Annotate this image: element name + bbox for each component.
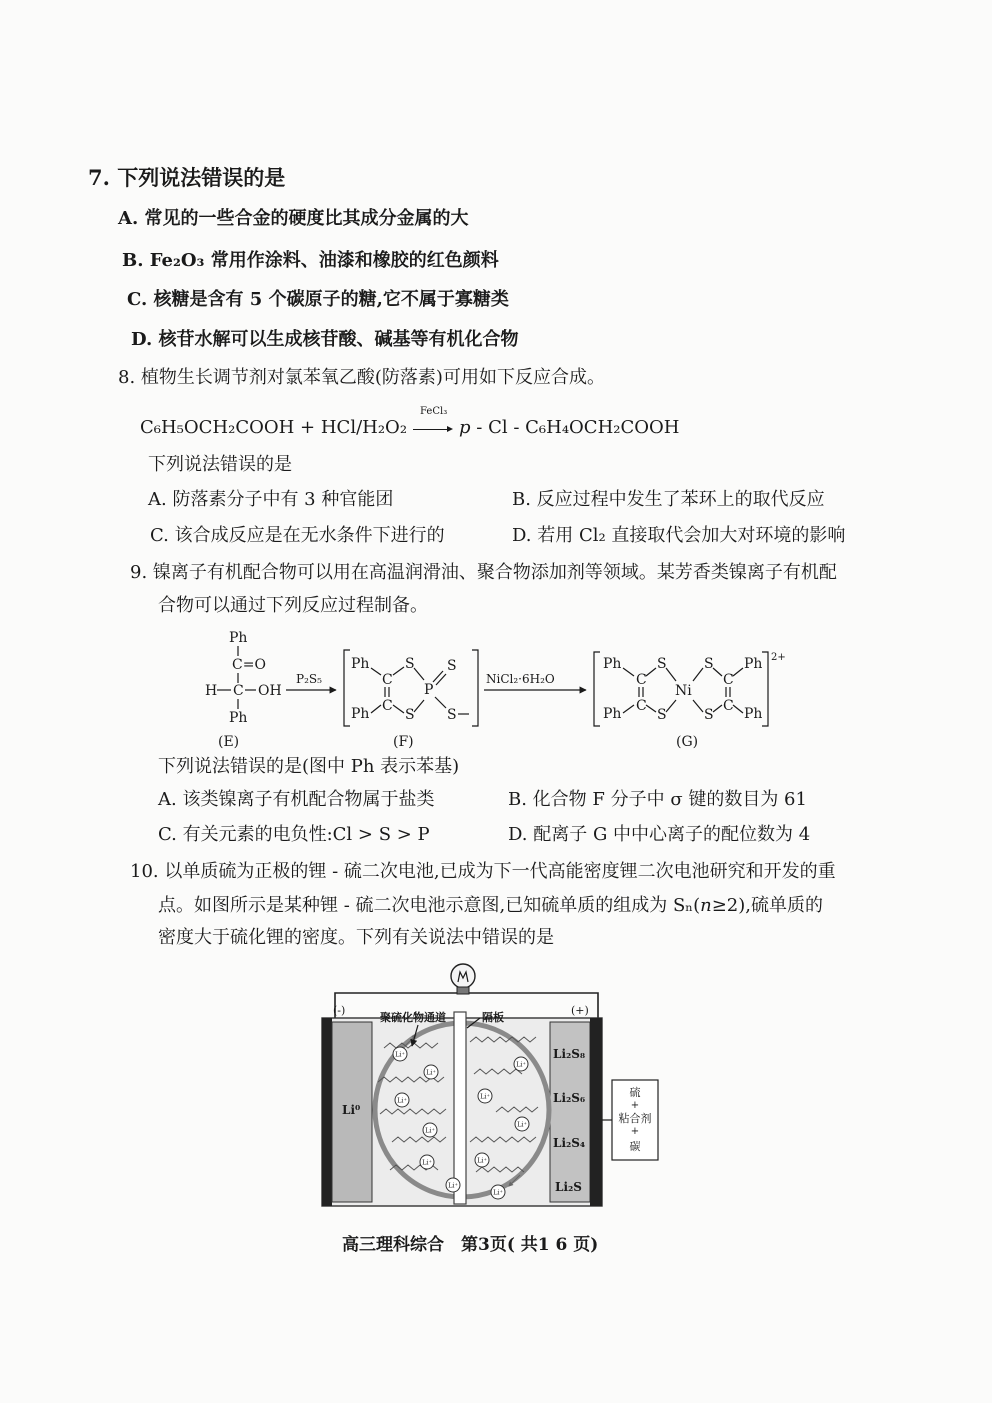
compound-e xyxy=(205,630,282,750)
phenyl-label: Ph xyxy=(603,656,622,672)
charge-label: 2+ xyxy=(771,652,786,663)
separator xyxy=(454,1012,466,1204)
lithium-ion xyxy=(514,1057,528,1071)
composite-plus: + xyxy=(630,1100,640,1111)
bracket-left xyxy=(594,652,600,726)
bond xyxy=(371,705,381,713)
anode-sign: (-) xyxy=(333,1004,346,1017)
lithium-ion xyxy=(446,1178,460,1192)
ion-label: Li⁺ xyxy=(425,1126,435,1135)
sulfur-label: S xyxy=(704,656,714,672)
carbon-label: C xyxy=(382,698,393,714)
q9-reaction-scheme xyxy=(205,630,786,750)
reaction-arrow-1 xyxy=(286,672,336,690)
ion-label: Li⁺ xyxy=(448,1181,458,1190)
q10-battery-diagram xyxy=(322,964,658,1206)
phosphorus-label: P xyxy=(424,682,434,698)
q8-option-d: D. 若用 Cl₂ 直接取代会加大对环境的影响 xyxy=(512,525,846,546)
cathode-sign: (+) xyxy=(571,1004,589,1017)
q9-option-a: A. 该类镍离子有机配合物属于盐类 xyxy=(158,789,435,810)
cathode-species-1: Li₂S₈ xyxy=(553,1047,586,1061)
hydroxyl-label: OH xyxy=(258,683,282,699)
bond xyxy=(623,705,634,713)
q7-title: 7. 下列说法错误的是 xyxy=(88,165,286,190)
q8-option-c: C. 该合成反应是在无水条件下进行的 xyxy=(150,525,445,546)
phenyl-label: Ph xyxy=(229,710,248,726)
phenyl-label: Ph xyxy=(229,630,248,646)
q8-stem: 8. 植物生长调节剂对氯苯氧乙酸(防落素)可用如下反应合成。 xyxy=(118,367,605,388)
bond xyxy=(371,668,381,675)
ion-label: Li⁺ xyxy=(493,1188,503,1197)
bulb-icon xyxy=(451,964,475,988)
carbon-label: C xyxy=(382,672,393,688)
equation-catalyst: FeCl₃ xyxy=(420,406,448,417)
composite-plus: + xyxy=(630,1126,640,1137)
q9-stem-line-2: 合物可以通过下列反应过程制备。 xyxy=(158,595,428,616)
ion-label: Li⁺ xyxy=(480,1092,490,1101)
bracket-right xyxy=(472,650,478,726)
q10-stem-line-3: 密度大于硫化锂的密度。下列有关说法中错误的是 xyxy=(158,927,554,948)
nickel-label: Ni xyxy=(675,683,692,699)
cathode-collector xyxy=(590,1018,602,1206)
q7-option-a: A. 常见的一些合金的硬度比其成分金属的大 xyxy=(118,208,469,229)
lithium-ion xyxy=(420,1155,434,1169)
reaction-arrow-2 xyxy=(484,672,586,690)
bond xyxy=(393,667,404,675)
compound-e-label: (E) xyxy=(218,734,240,750)
bond xyxy=(646,668,656,676)
lithium-ion xyxy=(475,1153,489,1167)
phenyl-label: Ph xyxy=(744,656,763,672)
sulfur-label: S xyxy=(657,707,667,723)
compound-g xyxy=(594,652,786,750)
phenyl-label: Ph xyxy=(744,706,763,722)
sulfur-label: S xyxy=(657,656,667,672)
ion-label: Li⁺ xyxy=(516,1060,526,1069)
q10-stem-line-2-part-a: 点。如图所示是某种锂 - 硫二次电池示意图,已知硫单质的组成为 Sₙ( xyxy=(158,895,701,916)
cathode-species-2: Li₂S₆ xyxy=(553,1091,586,1105)
lithium-ion xyxy=(515,1117,529,1131)
bond xyxy=(693,700,703,712)
anode-collector xyxy=(322,1018,332,1206)
composite-carbon: 碳 xyxy=(629,1140,641,1153)
anode-label: Li⁰ xyxy=(342,1103,361,1117)
equation-reactants: C₆H₅OCH₂COOH + HCl/H₂O₂ xyxy=(140,417,408,438)
bond xyxy=(646,705,656,712)
sulfur-label: S xyxy=(447,658,457,674)
carbon-label: C xyxy=(636,698,647,714)
q7-option-b: B. Fe₂O₃ 常用作涂料、油漆和橡胶的红色颜料 xyxy=(122,250,499,271)
sulfur-label: S xyxy=(405,656,415,672)
equation-product-prefix: p xyxy=(459,417,471,438)
carbonyl-label: C=O xyxy=(232,657,266,673)
q9-option-b: B. 化合物 F 分子中 σ 键的数目为 61 xyxy=(508,789,807,810)
bond xyxy=(623,668,634,676)
ion-label: Li⁺ xyxy=(477,1156,487,1165)
phenyl-label: Ph xyxy=(351,656,370,672)
q8-option-b: B. 反应过程中发生了苯环上的取代反应 xyxy=(512,489,825,510)
bond xyxy=(666,668,676,681)
bond xyxy=(713,668,722,676)
ion-label: Li⁺ xyxy=(517,1120,527,1129)
hydrogen-label: H xyxy=(205,683,218,699)
channel-label: 聚硫化物通道 xyxy=(380,1011,446,1024)
carbon-label: C xyxy=(233,683,244,699)
lithium-ion xyxy=(393,1047,407,1061)
q8-prompt: 下列说法错误的是 xyxy=(148,454,292,475)
carbon-label: C xyxy=(636,672,647,688)
phenyl-label: Ph xyxy=(603,706,622,722)
q9-option-c: C. 有关元素的电负性:Cl > S > P xyxy=(158,824,430,845)
q10-stem-variable-n: n xyxy=(700,895,712,916)
q9-option-d: D. 配离子 G 中中心离子的配位数为 4 xyxy=(508,824,811,845)
ion-label: Li⁺ xyxy=(426,1068,436,1077)
bulb-base xyxy=(457,987,469,994)
compound-f-label: (F) xyxy=(393,734,414,750)
bond xyxy=(733,668,743,676)
bond xyxy=(393,705,404,713)
sulfur-label: S xyxy=(704,707,714,723)
bond xyxy=(436,674,446,685)
lithium-ion xyxy=(491,1185,505,1199)
cathode-species-3: Li₂S₄ xyxy=(553,1136,586,1150)
lithium-ion xyxy=(423,1123,437,1137)
ion-label: Li⁺ xyxy=(422,1158,432,1167)
ion-label: Li⁺ xyxy=(395,1050,405,1059)
compound-g-label: (G) xyxy=(676,734,699,750)
phenyl-label: Ph xyxy=(351,706,370,722)
lithium-ion xyxy=(424,1065,438,1079)
bond xyxy=(435,697,446,708)
bracket-left xyxy=(344,650,350,726)
q7-option-c: C. 核糖是含有 5 个碳原子的糖,它不属于寡糖类 xyxy=(127,289,509,310)
q10-stem-line-1: 10. 以单质硫为正极的锂 - 硫二次电池,已成为下一代高能密度锂二次电池研究和开发的重 xyxy=(130,861,836,882)
q9-stem-line-1: 9. 镍离子有机配合物可以用在高温润滑油、聚合物添加剂等领域。某芳香类镍离子有机配 xyxy=(130,562,837,583)
sulfur-label: S xyxy=(405,707,415,723)
bond xyxy=(666,700,676,712)
q10-stem-line-2-part-b: ≥2),硫单质的 xyxy=(711,895,823,916)
q8-option-a: A. 防落素分子中有 3 种官能团 xyxy=(148,489,394,510)
equation-product: - Cl - C₆H₄OCH₂COOH xyxy=(470,417,680,438)
composite-sulfur: 硫 xyxy=(629,1086,641,1099)
lithium-ion xyxy=(478,1089,492,1103)
compound-f xyxy=(344,650,478,750)
bond xyxy=(414,668,424,680)
separator-label: 隔板 xyxy=(482,1011,504,1024)
arrow-1-reagent: P₂S₅ xyxy=(296,672,322,686)
carbon-label: C xyxy=(723,698,734,714)
composite-binder: 粘合剂 xyxy=(618,1112,652,1125)
page-footer: 高三理科综合 第3页( 共1 6 页) xyxy=(342,1235,599,1255)
sulfur-label: S xyxy=(447,707,457,723)
arrow-2-reagent: NiCl₂·6H₂O xyxy=(486,672,555,686)
bond xyxy=(693,668,703,681)
carbon-label: C xyxy=(723,672,734,688)
bond xyxy=(733,705,743,713)
bond xyxy=(433,671,443,682)
lithium-ion xyxy=(395,1093,409,1107)
ion-label: Li⁺ xyxy=(397,1096,407,1105)
q9-prompt: 下列说法错误的是(图中 Ph 表示苯基) xyxy=(158,756,460,777)
bond xyxy=(713,705,722,712)
q7-option-d: D. 核苷水解可以生成核苷酸、碱基等有机化合物 xyxy=(131,329,519,350)
bracket-right xyxy=(762,652,768,726)
cathode-species-4: Li₂S xyxy=(555,1180,582,1194)
bond xyxy=(414,700,424,712)
